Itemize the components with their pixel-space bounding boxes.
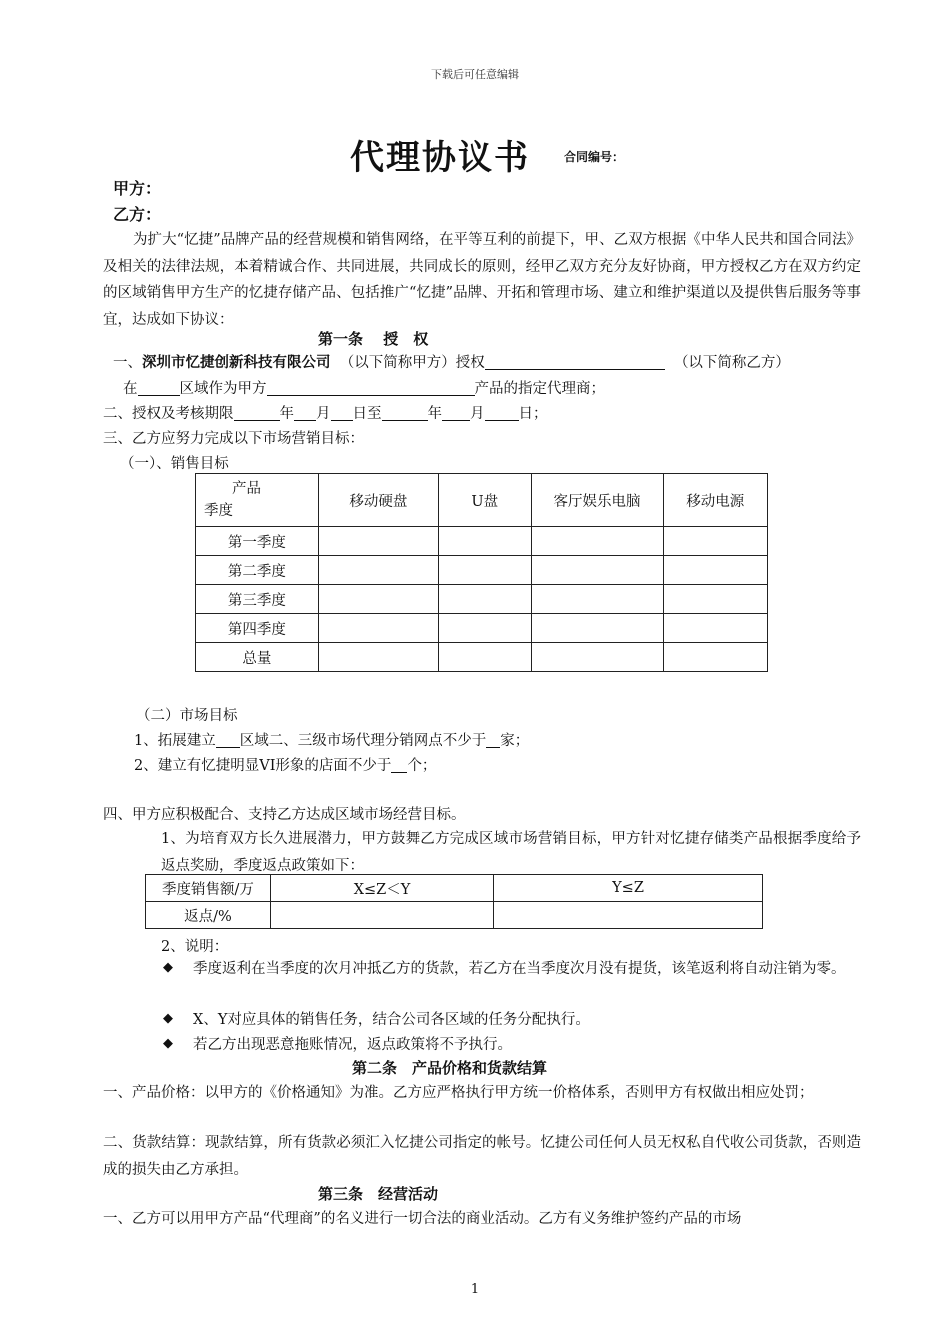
row-label: 第二季度 <box>196 556 319 585</box>
start-day-unit: 日至 <box>352 406 382 422</box>
table-cell[interactable] <box>494 902 763 929</box>
table-cell[interactable] <box>531 527 663 556</box>
table-cell[interactable] <box>438 556 531 585</box>
party-b-label: 乙方： <box>113 205 162 224</box>
table-row <box>196 585 768 614</box>
notes-title: 2、说明： <box>161 939 229 955</box>
end-month-unit: 月 <box>470 406 485 422</box>
diamond-bullet-icon: ◆ <box>163 1036 173 1051</box>
diamond-bullet-icon: ◆ <box>163 960 173 975</box>
note-bullet-1: 季度返利在当季度的次月冲抵乙方的货款，若乙方在当季度次月没有提货，该笔返利将自动注销为零。 <box>193 961 846 977</box>
page-number: 1 <box>470 1282 480 1297</box>
row-label: 季度销售额/万 <box>146 875 271 902</box>
article1-item2 <box>103 402 548 423</box>
item1-prefix: 一、 <box>113 355 142 371</box>
item1-line2-b: 区域作为甲方 <box>179 381 267 397</box>
end-day-blank[interactable] <box>485 404 519 421</box>
item1-end: （以下简称乙方） <box>673 355 790 371</box>
article3-item1: 一、乙方可以用甲方产品“代理商”的名义进行一切合法的商业活动。乙方有义务维护签约产品的市场 <box>103 1211 742 1227</box>
table-cell[interactable] <box>271 902 494 929</box>
table-cell[interactable] <box>531 556 663 585</box>
article1-item4-1: 1、为培育双方长久进展潜力，甲方鼓舞乙方完成区域市场营销目标，甲方针对忆捷存储类产品根据季度给予返点奖励，季度返点政策如下： <box>161 831 861 874</box>
column-header: 客厅娱乐电脑 <box>531 474 663 527</box>
end-month-blank[interactable] <box>442 404 470 421</box>
table-cell[interactable] <box>663 614 767 643</box>
rebate-table <box>145 874 763 929</box>
intro-paragraph: 为扩大“忆捷”品牌产品的经营规模和销售网络，在平等互利的前提下，甲、乙双方根据《中华人民共和国合同法》及相关的法律法规，本着精诚合作、共同进展，共同成长的原则，经甲乙双方充分友好协商，甲方授权乙方在双方约定的区域销售甲方生产的忆捷存储产品、包括推广“忆捷”品牌、开拓和管理市场、建立和维护渠道以及提供售后服务等事宜，达成如下协议： <box>103 232 861 328</box>
row-label: 总量 <box>196 643 319 672</box>
column-header: Y≤Z <box>494 875 763 902</box>
corner-season-label: 季度 <box>204 503 233 519</box>
note-bullet-2: X、Y对应具体的销售任务，结合公司各区域的任务分配执行。 <box>193 1012 590 1028</box>
table-cell[interactable] <box>318 643 438 672</box>
row-label: 第三季度 <box>196 585 319 614</box>
article3-heading: 第三条 经营活动 <box>318 1185 439 1203</box>
start-day-blank[interactable] <box>331 404 353 421</box>
start-year-blank[interactable] <box>234 404 280 421</box>
table-row <box>196 643 768 672</box>
article2-item2: 二、货款结算：现款结算，所有货款必须汇入忆捷公司指定的帐号。忆捷公司任何人员无权私自代收公司货款，否则造成的损失由乙方承担。 <box>103 1135 861 1178</box>
table-cell[interactable] <box>663 585 767 614</box>
table-cell[interactable] <box>531 585 663 614</box>
table-cell[interactable] <box>663 643 767 672</box>
region-blank[interactable] <box>138 379 180 396</box>
table-row <box>196 527 768 556</box>
article1-item1 <box>113 351 790 372</box>
party-b-blank[interactable] <box>485 353 665 370</box>
sales-target-subheading: （一）、销售目标 <box>120 456 229 472</box>
table-cell[interactable] <box>531 643 663 672</box>
table-row <box>146 875 763 902</box>
article1-item4: 四、甲方应积极配合、支持乙方达成区域市场经营目标。 <box>103 807 466 823</box>
party-a-label: 甲方： <box>113 179 162 198</box>
diamond-bullet-icon: ◆ <box>163 1011 173 1026</box>
region-count-blank[interactable] <box>216 731 240 748</box>
table-row <box>196 614 768 643</box>
table-cell[interactable] <box>318 527 438 556</box>
end-year-unit: 年 <box>427 406 442 422</box>
market-target-1 <box>134 729 529 750</box>
item1-line2-c: 产品的指定代理商； <box>474 381 605 397</box>
article2-item1: 一、产品价格：以甲方的《价格通知》为准。乙方应严格执行甲方统一价格体系，否则甲方有权做出相应处罚； <box>103 1085 814 1101</box>
row-label: 第一季度 <box>196 527 319 556</box>
table-cell[interactable] <box>318 585 438 614</box>
column-header: 移动电源 <box>663 474 767 527</box>
row-label: 第四季度 <box>196 614 319 643</box>
start-month-blank[interactable] <box>294 404 316 421</box>
article1-heading: 第一条 授 权 <box>318 330 429 348</box>
table-cell[interactable] <box>663 527 767 556</box>
market-target-subheading: （二）市场目标 <box>136 708 238 724</box>
contract-number-label: 合同编号： <box>564 150 625 164</box>
corner-product-label: 产品 <box>232 481 261 497</box>
table-row <box>146 902 763 929</box>
article2-heading: 第二条 产品价格和货款结算 <box>352 1059 548 1077</box>
document-title: 代理协议书 <box>350 138 530 178</box>
sales-target-table <box>195 473 768 672</box>
page-header-note: 下载后可任意编辑 <box>431 68 519 81</box>
outlet-count-blank[interactable] <box>486 731 500 748</box>
company-name: 深圳市忆捷创新科技有限公司 <box>142 355 331 371</box>
corner-cell <box>196 474 319 527</box>
market1-a: 1、拓展建立 <box>134 733 216 749</box>
note-bullet-3: 若乙方出现恶意拖账情况，返点政策将不予执行。 <box>193 1037 512 1053</box>
end-year-blank[interactable] <box>382 404 428 421</box>
market2-a: 2、建立有忆捷明显VI形象的店面不少于 <box>134 758 392 774</box>
market1-b: 区域二、三级市场代理分销网点不少于 <box>239 733 487 749</box>
item2-label: 二、授权及考核期限 <box>103 406 234 422</box>
table-cell[interactable] <box>438 614 531 643</box>
column-header: 移动硬盘 <box>318 474 438 527</box>
store-count-blank[interactable] <box>391 756 407 773</box>
table-cell[interactable] <box>438 585 531 614</box>
row-label: 返点/% <box>146 902 271 929</box>
table-cell[interactable] <box>438 643 531 672</box>
table-header-row <box>196 474 768 527</box>
start-year-unit: 年 <box>279 406 294 422</box>
table-cell[interactable] <box>663 556 767 585</box>
table-cell[interactable] <box>531 614 663 643</box>
article1-item3: 三、乙方应努力完成以下市场营销目标： <box>103 431 364 447</box>
column-header: U盘 <box>438 474 531 527</box>
column-header: X≤Z＜Y <box>271 875 494 902</box>
table-cell[interactable] <box>318 556 438 585</box>
end-day-unit: 日； <box>518 406 548 422</box>
item1-mid: （以下简称甲方）授权 <box>339 355 485 371</box>
table-row <box>196 556 768 585</box>
market-target-2 <box>134 754 436 775</box>
market2-b: 个； <box>407 758 437 774</box>
product-blank[interactable] <box>267 379 475 396</box>
article1-item1-line2 <box>123 377 605 398</box>
item1-line2-a: 在 <box>123 381 138 397</box>
table-cell[interactable] <box>438 527 531 556</box>
table-cell[interactable] <box>318 614 438 643</box>
start-month-unit: 月 <box>316 406 331 422</box>
market1-c: 家； <box>500 733 530 749</box>
